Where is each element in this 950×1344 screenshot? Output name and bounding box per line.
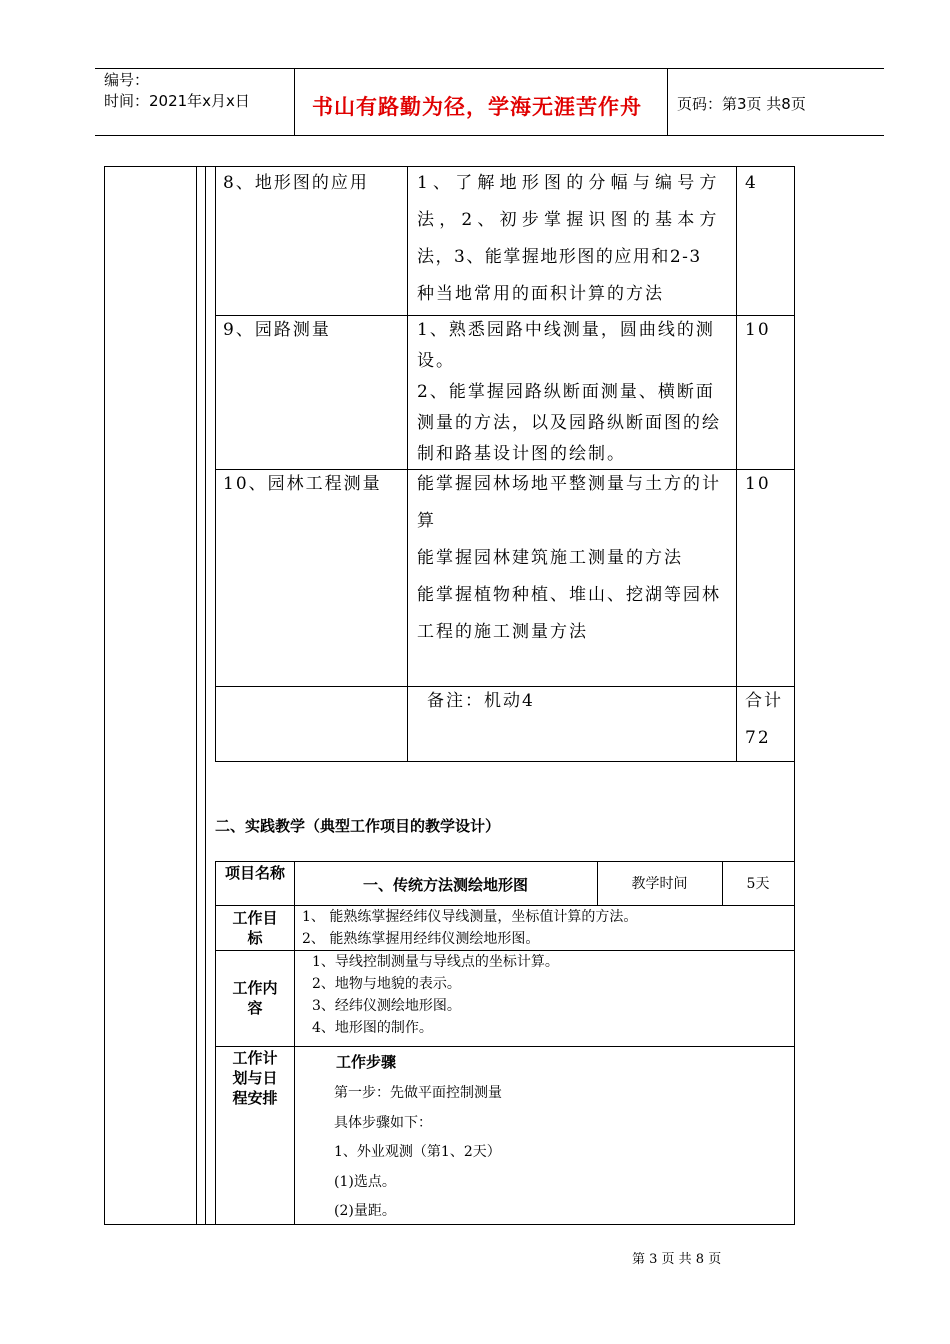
outer-frame-right xyxy=(794,166,795,1225)
header-divider xyxy=(667,68,668,136)
document-number-label: 编号： xyxy=(104,71,150,89)
course-requirements: 1、熟悉园路中线测量，圆曲线的测 设。 2、能掌握园路纵断面测量、横断面 测量的方法，以及园路纵断面图的绘 制和路基设计图的绘制。 xyxy=(417,320,721,464)
work-plan-title: 工作步骤 xyxy=(336,1053,397,1071)
course-topic: 8、地形图的应用 xyxy=(223,173,369,193)
section-title: 二、实践教学（典型工作项目的教学设计） xyxy=(215,817,501,835)
project-name-label: 项目名称 xyxy=(224,864,285,882)
outer-frame-left xyxy=(104,166,105,1225)
header-motto: 书山有路勤为径，学海无涯苦作舟 xyxy=(312,95,642,119)
header-top-rule xyxy=(95,68,884,69)
course-hours: 10 xyxy=(745,474,771,494)
teaching-time-label: 教学时间 xyxy=(631,876,688,892)
course-topic: 10、园林工程测量 xyxy=(223,474,382,494)
course-total: 合计 72 xyxy=(745,691,783,748)
work-plan-steps: 第一步：先做平面控制测量 具体步骤如下： 1、外业观测（第1、2天） (1)选点。 (2)量距。 xyxy=(334,1085,502,1219)
page-footer: 第 3 页 共 8 页 xyxy=(632,1252,722,1267)
course-hours: 4 xyxy=(745,173,758,193)
work-goals: 1、 能熟练掌握经纬仪导线测量，坐标值计算的方法。 2、 能熟练掌握用经纬仪测绘地形图。 xyxy=(302,909,638,947)
course-hours: 10 xyxy=(745,320,771,340)
outer-frame-inner-left xyxy=(205,166,206,1225)
work-contents: 1、导线控制测量与导线点的坐标计算。 2、地物与地貌的表示。 3、经纬仪测绘地形图。 4、地形图的制作。 xyxy=(312,954,559,1036)
work-plan-label: 工作计划与日程安排 xyxy=(232,1049,278,1107)
work-goal-label: 工作目标 xyxy=(232,909,278,947)
course-topic: 9、园路测量 xyxy=(223,320,331,340)
course-remark: 备注：机动4 xyxy=(427,691,535,711)
header-divider xyxy=(294,68,295,136)
page-indicator: 页码：第3页 共8页 xyxy=(677,95,806,113)
teaching-time-value: 5天 xyxy=(746,876,770,892)
work-content-label: 工作内容 xyxy=(232,979,278,1017)
outer-frame-inner-left xyxy=(196,166,197,1225)
header-bottom-rule xyxy=(95,135,884,136)
project-name: 一、传统方法测绘地形图 xyxy=(362,876,528,894)
course-requirements: 能掌握园林场地平整测量与土方的计 算 能掌握园林建筑施工测量的方法 能掌握植物种植、堆山、挖湖等园林 工程的施工测量方法 xyxy=(417,474,721,642)
course-requirements: 1、了解地形图的分幅与编号方 法，2、初步掌握识图的基本方 法，3、能掌握地形图的应用和2-3 种当地常用的面积计算的方法 xyxy=(417,173,722,304)
document-time-label: 时间：2021年x月x日 xyxy=(104,92,250,110)
